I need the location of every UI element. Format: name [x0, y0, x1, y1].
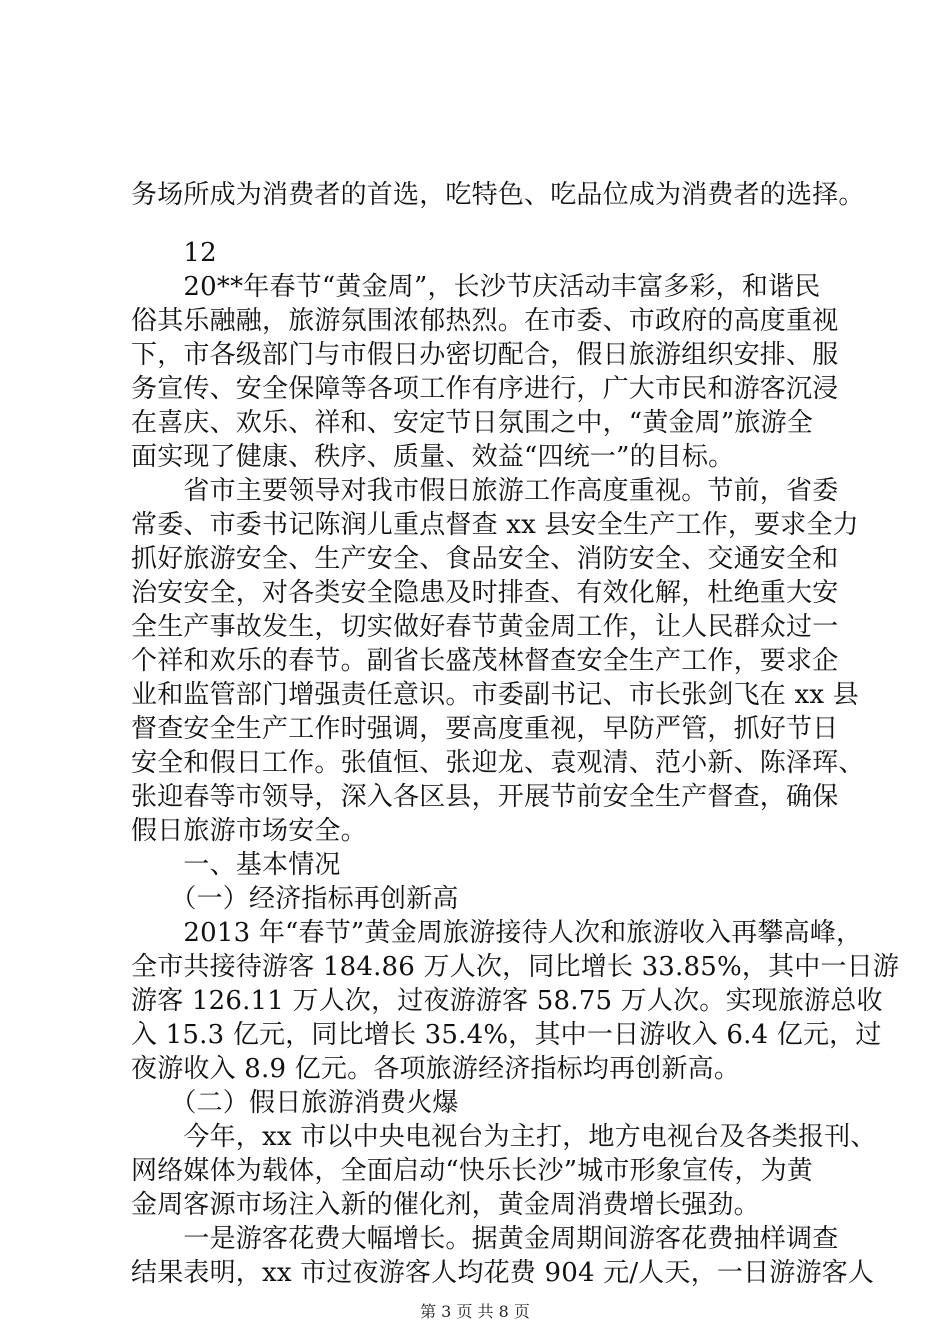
subsection-heading: （一）经济指标再创新高	[131, 884, 459, 914]
text-line: 20**年春节“黄金周”，长沙节庆活动丰富多彩，和谐民	[131, 272, 821, 302]
text-line: 夜游收入 8.9 亿元。各项旅游经济指标均再创新高。	[131, 1054, 741, 1084]
text-line: 下，市各级部门与市假日办密切配合，假日旅游组织安排、服	[131, 340, 839, 370]
text-line: 2013 年“春节”黄金周旅游接待人次和旅游收入再攀高峰，	[131, 918, 863, 948]
text-line: 安全和假日工作。张值恒、张迎龙、袁观清、范小新、陈泽珲、	[131, 748, 865, 778]
page-footer: 第 3 页 共 8 页	[420, 1302, 530, 1321]
text-line: 抓好旅游安全、生产安全、食品安全、消防安全、交通安全和	[131, 544, 839, 574]
text-line: 业和监管部门增强责任意识。市委副书记、市长张剑飞在 xx 县	[131, 680, 859, 710]
text-line: 网络媒体为载体，全面启动“快乐长沙”城市形象宣传，为黄	[131, 1156, 813, 1186]
text-line: 今年，xx 市以中央电视台为主打，地方电视台及各类报刊、	[131, 1122, 877, 1152]
text-line: 常委、市委书记陈润儿重点督查 xx 县安全生产工作，要求全力	[131, 510, 859, 540]
text-line: 治安安全，对各类安全隐患及时排查、有效化解，杜绝重大安	[131, 578, 839, 608]
text-line: 个祥和欢乐的春节。副省长盛茂林督查安全生产工作，要求企	[131, 646, 839, 676]
text-line: 张迎春等市领导，深入各区县，开展节前安全生产督查，确保	[131, 782, 839, 812]
text-line: 务场所成为消费者的首选，吃特色、吃品位成为消费者的选择。	[131, 180, 865, 210]
text-line: 督查安全生产工作时强调，要高度重视，早防严管，抓好节日	[131, 714, 839, 744]
text-line: 在喜庆、欢乐、祥和、安定节日氛围之中，“黄金周”旅游全	[131, 408, 813, 438]
text-line: 入 15.3 亿元，同比增长 35.4%，其中一日游收入 6.4 亿元，过	[131, 1020, 882, 1050]
text-line: 全市共接待游客 184.86 万人次，同比增长 33.85%，其中一日游	[131, 952, 900, 982]
text-line: 全生产事故发生，切实做好春节黄金周工作，让人民群众过一	[131, 612, 839, 642]
text-line: 游客 126.11 万人次，过夜游游客 58.75 万人次。实现旅游总收	[131, 986, 883, 1016]
text-line: 俗其乐融融，旅游氛围浓郁热烈。在市委、市政府的高度重视	[131, 306, 839, 336]
text-line: 省市主要领导对我市假日旅游工作高度重视。节前，省委	[131, 476, 839, 506]
subsection-heading: （二）假日旅游消费火爆	[131, 1088, 459, 1118]
text-line: 一是游客花费大幅增长。据黄金周期间游客花费抽样调查	[131, 1224, 839, 1254]
text-line: 面实现了健康、秩序、质量、效益“四统一”的目标。	[131, 442, 735, 472]
text-line: 务宣传、安全保障等各项工作有序进行，广大市民和游客沉浸	[131, 374, 839, 404]
text-line: 12	[131, 238, 217, 268]
text-line: 金周客源市场注入新的催化剂，黄金周消费增长强劲。	[131, 1190, 760, 1220]
text-line: 结果表明，xx 市过夜游客人均花费 904 元/人天，一日游游客人	[131, 1258, 875, 1288]
section-heading: 一、基本情况	[131, 850, 341, 880]
text-line: 假日旅游市场安全。	[131, 816, 367, 846]
